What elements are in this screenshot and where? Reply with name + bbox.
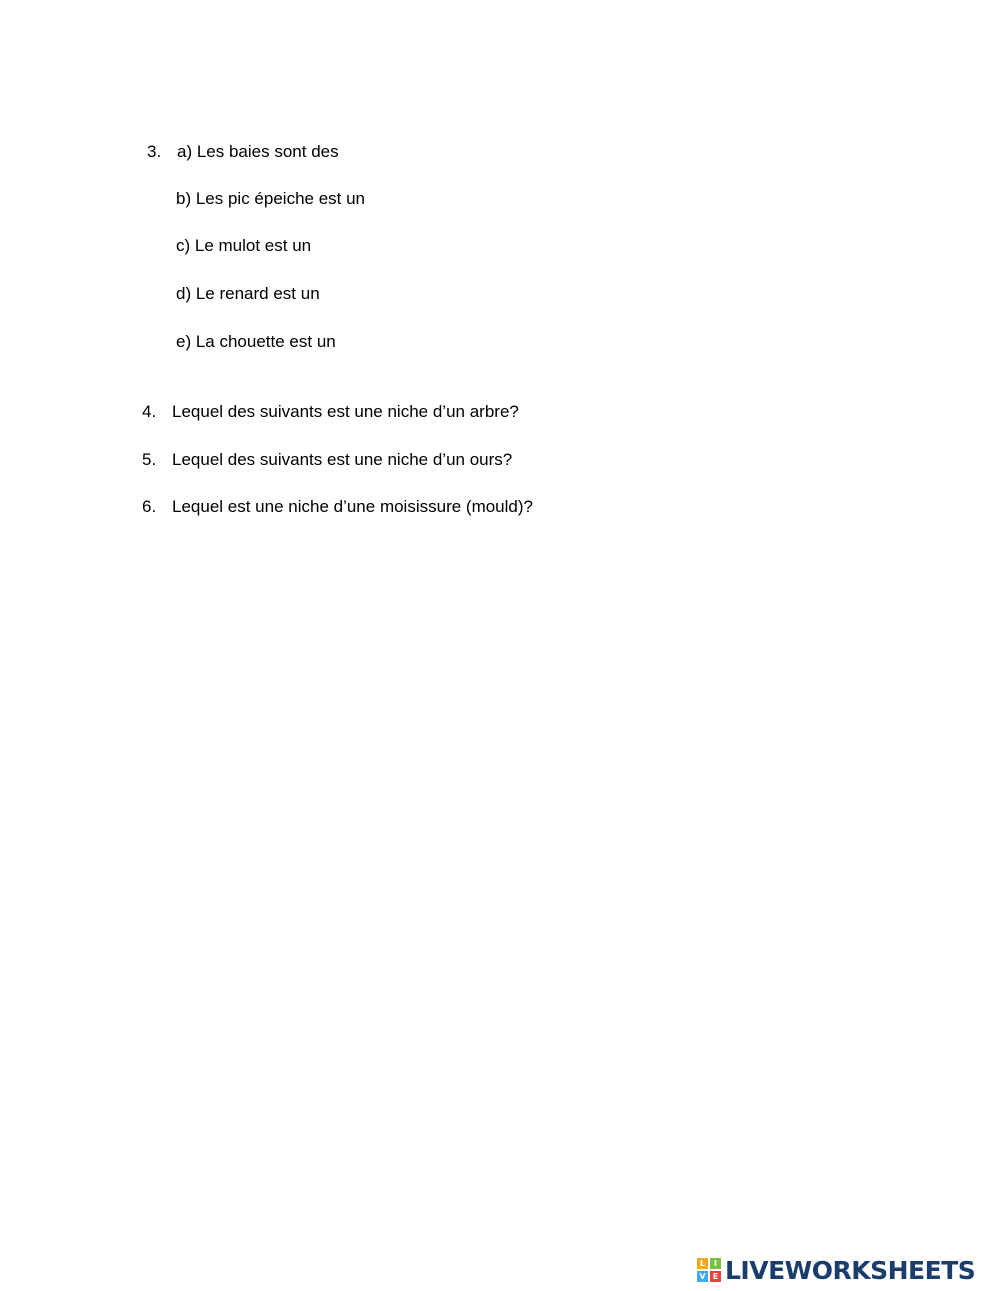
- logo-block-v: V: [697, 1271, 708, 1282]
- question-5-text: Lequel des suivants est une niche d’un ours?: [172, 450, 513, 469]
- logo-blocks-icon: [697, 1258, 721, 1282]
- question-3c: c) Le mulot est un: [176, 236, 312, 255]
- question-3a: a) Les baies sont des: [177, 142, 339, 161]
- question-4-text: Lequel des suivants est une niche d’un arbre?: [172, 402, 519, 421]
- question-3e: e) La chouette est un: [176, 332, 336, 351]
- question-6-text: Lequel est une niche d’une moisissure (mould)?: [172, 497, 533, 516]
- logo-block-l: L: [697, 1258, 708, 1269]
- logo-block-e: E: [710, 1271, 721, 1282]
- logo-block-i: I: [710, 1258, 721, 1269]
- question-3d: d) Le renard est un: [176, 284, 320, 303]
- question-4-number: 4.: [142, 402, 157, 421]
- question-5-number: 5.: [142, 450, 157, 469]
- question-3-number: 3.: [147, 142, 162, 161]
- question-6-number: 6.: [142, 497, 157, 516]
- question-3b: b) Les pic épeiche est un: [176, 189, 366, 208]
- liveworksheets-logo: [697, 1256, 975, 1284]
- logo-text: LIVEWORKSHEETS: [725, 1255, 976, 1285]
